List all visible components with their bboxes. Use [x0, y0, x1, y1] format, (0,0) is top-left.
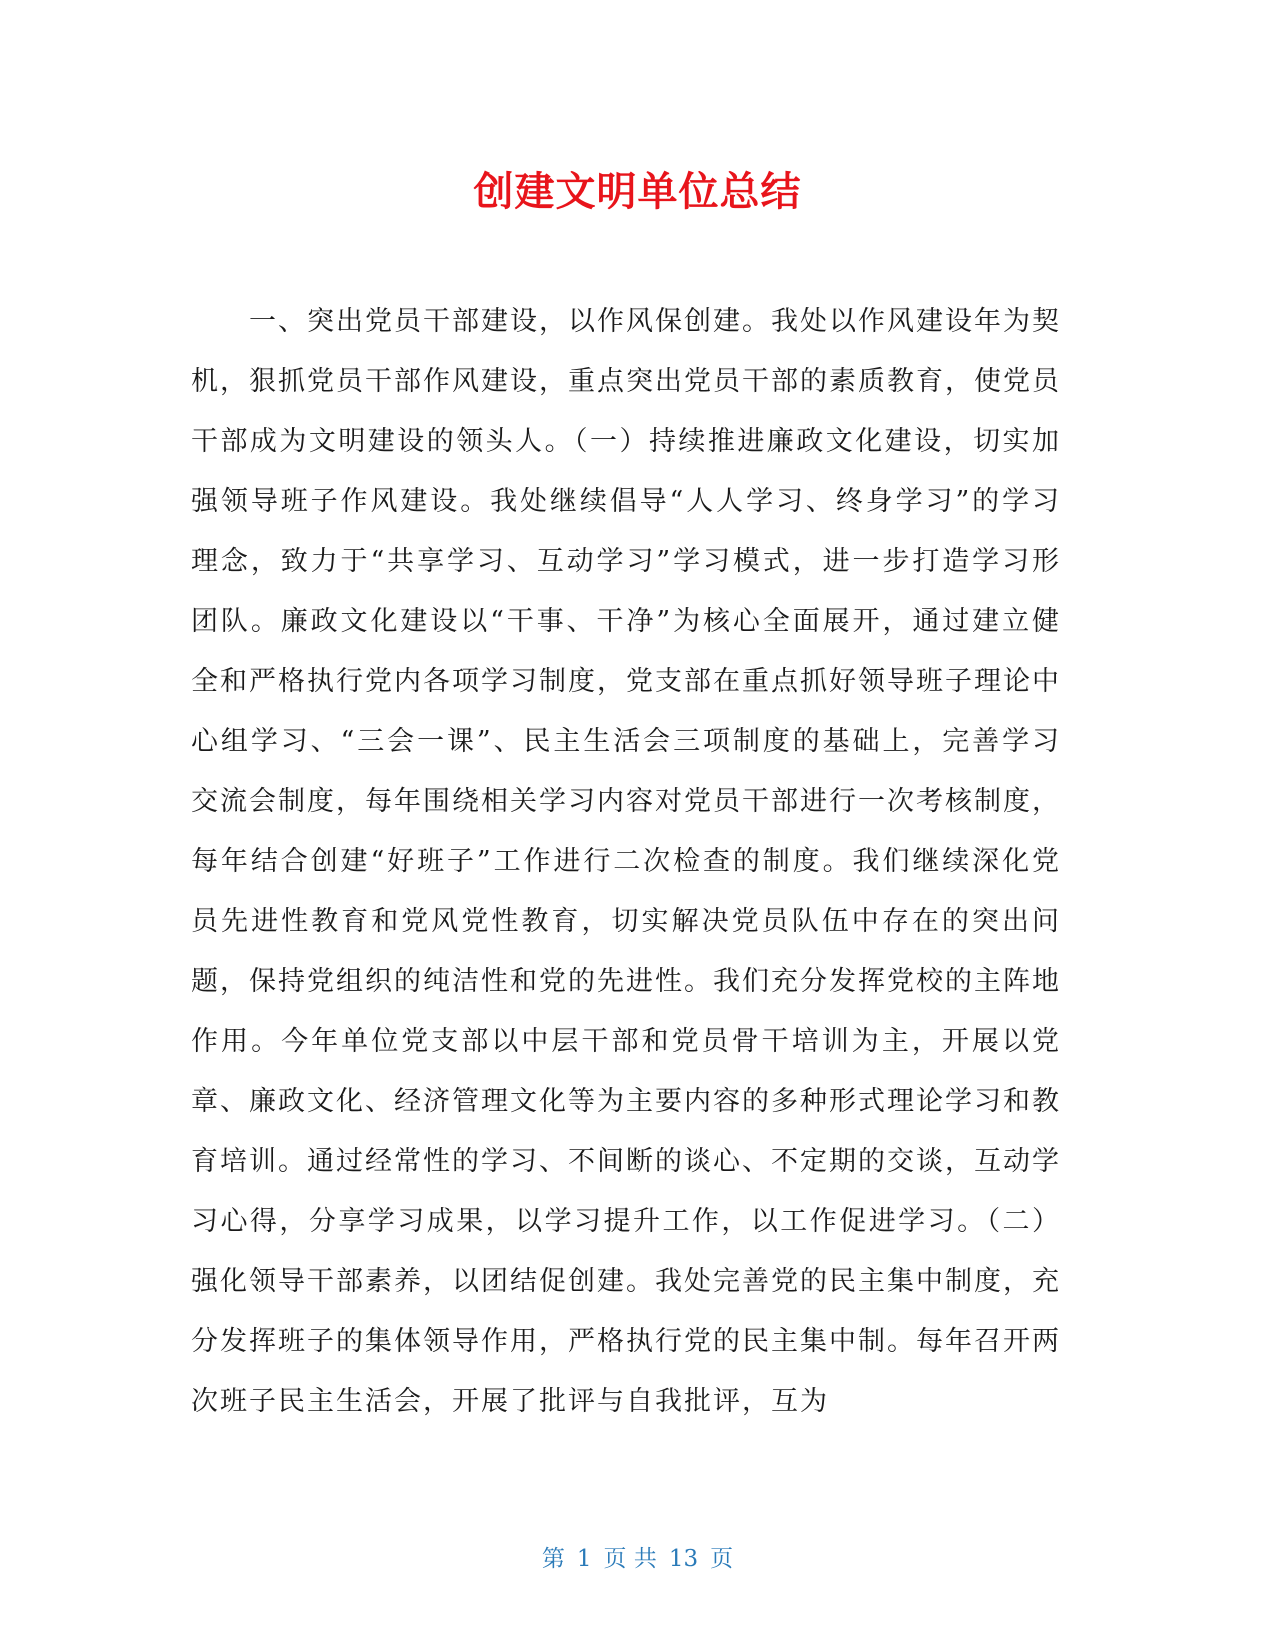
page-current: 1	[576, 1546, 592, 1572]
page-prefix: 第	[541, 1546, 565, 1572]
page-suffix: 页	[710, 1546, 734, 1572]
body-paragraph: 一、突出党员干部建设，以作风保创建。我处以作风建设年为契机，狠抓党员干部作风建设，重点突出党员干部的素质教育，使党员干部成为文明建设的领头人。（一）持续推进廉政文化建设，切实加强领导班子作风建设。我处继续倡导“人人学习、终身学习”的学习理念，致力于“共享学习、互动学习”学习模式，进一步打造学习形团队。廉政文化建设以“干事、干净”为核心全面展开，通过建立健全和严格执行党内各项学习制度，党支部在重点抓好领导班子理论中心组学习、“三会一课”、民主生活会三项制度的基础上，完善学习交流会制度，每年围绕相关学习内容对党员干部进行一次考核制度，每年结合创建“好班子”工作进行二次检查的制度。我们继续深化党员先进性教育和党风党性教育，切实解决党员队伍中存在的突出问题，保持党组织的纯洁性和党的先进性。我们充分发挥党校的主阵地作用。今年单位党支部以中层干部和党员骨干培训为主，开展以党章、廉政文化、经济管理文化等为主要内容的多种形式理论学习和教育培训。通过经常性的学习、不间断的谈心、不定期的交谈，互动学习心得，分享学习成果，以学习提升工作，以工作促进学习。（二）强化领导干部素养，以团结促创建。我处完善党的民主集中制度，充分发挥班子的集体领导作用，严格执行党的民主集中制。每年召开两次班子民主生活会，开展了批评与自我批评，互为	[191, 306, 1061, 1417]
document-title: 创建文明单位总结	[473, 169, 802, 215]
page-total: 13	[668, 1546, 699, 1572]
page-footer	[0, 1540, 1275, 1573]
page-middle: 页 共	[603, 1546, 657, 1572]
